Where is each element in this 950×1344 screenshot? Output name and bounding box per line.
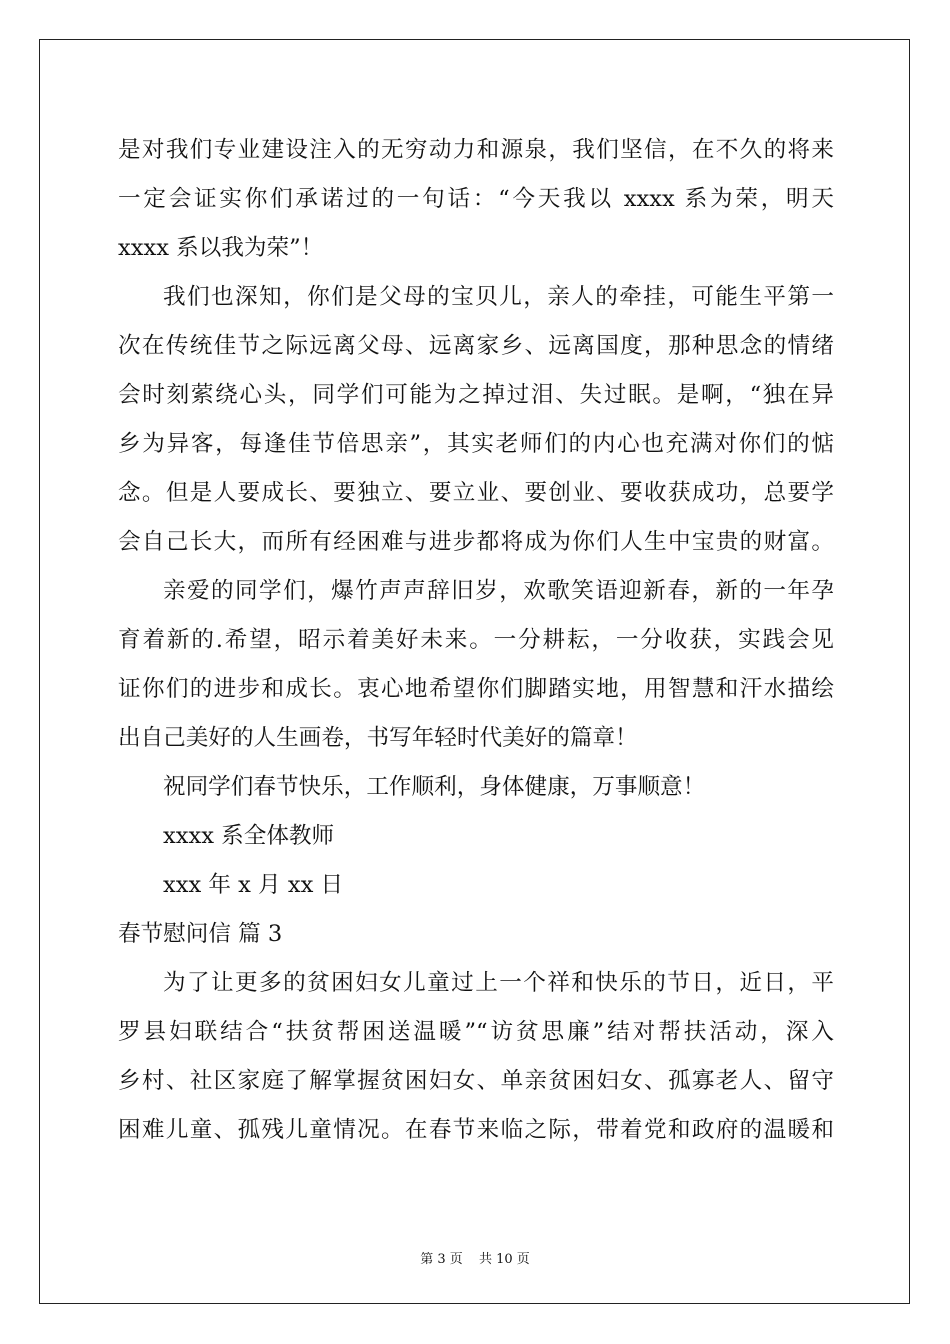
text-line: 为了让更多的贫困妇女儿童过上一个祥和快乐的节日，近日，平 bbox=[163, 970, 834, 996]
text-line: 亲爱的同学们，爆竹声声辞旧岁，欢歌笑语迎新春，新的一年孕 bbox=[163, 578, 834, 604]
greeting-line: 祝同学们春节快乐，工作顺利，身体健康，万事顺意！ bbox=[163, 774, 706, 800]
page-footer bbox=[0, 1248, 950, 1267]
date-line: xxx 年 x 月 xx 日 bbox=[163, 872, 344, 898]
text-line: 育着新的.希望，昭示着美好未来。一分耕耘，一分收获，实践会见 bbox=[118, 627, 834, 653]
page-number: 第 3 页 bbox=[420, 1252, 463, 1267]
text-line: 我们也深知，你们是父母的宝贝儿，亲人的牵挂，可能生平第一 bbox=[163, 284, 834, 310]
signature-line: xxxx 系全体教师 bbox=[163, 823, 335, 849]
section-heading: 春节慰问信 篇 3 bbox=[118, 921, 283, 947]
text-line: 困难儿童、孤残儿童情况。在春节来临之际，带着党和政府的温暖和 bbox=[118, 1117, 834, 1143]
text-line: 是对我们专业建设注入的无穷动力和源泉，我们坚信，在不久的将来 bbox=[118, 137, 834, 163]
document-body bbox=[118, 126, 834, 1155]
text-line: 次在传统佳节之际远离父母、远离家乡、远离国度，那种思念的情绪 bbox=[118, 333, 834, 359]
text-line: 证你们的进步和成长。衷心地希望你们脚踏实地，用智慧和汗水描绘 bbox=[118, 676, 834, 702]
text-line: 会时刻萦绕心头，同学们可能为之掉过泪、失过眠。是啊，“独在异 bbox=[118, 382, 834, 408]
text-line: 会自己长大，而所有经困难与进步都将成为你们人生中宝贵的财富。 bbox=[118, 529, 834, 555]
text-line: xxxx 系以我为荣”！ bbox=[118, 235, 324, 261]
text-line: 罗县妇联结合“扶贫帮困送温暖”“访贫思廉”结对帮扶活动，深入 bbox=[118, 1019, 834, 1045]
text-line: 乡村、社区家庭了解掌握贫困妇女、单亲贫困妇女、孤寡老人、留守 bbox=[118, 1068, 834, 1094]
text-line: 出自己美好的人生画卷，书写年轻时代美好的篇章！ bbox=[118, 725, 638, 751]
text-line: 一定会证实你们承诺过的一句话：“今天我以 xxxx 系为荣，明天 bbox=[118, 186, 834, 212]
page-total: 共 10 页 bbox=[478, 1252, 530, 1267]
text-line: 乡为异客，每逢佳节倍思亲”，其实老师们的内心也充满对你们的惦 bbox=[118, 431, 834, 457]
text-line: 念。但是人要成长、要独立、要立业、要创业、要收获成功，总要学 bbox=[118, 480, 834, 506]
